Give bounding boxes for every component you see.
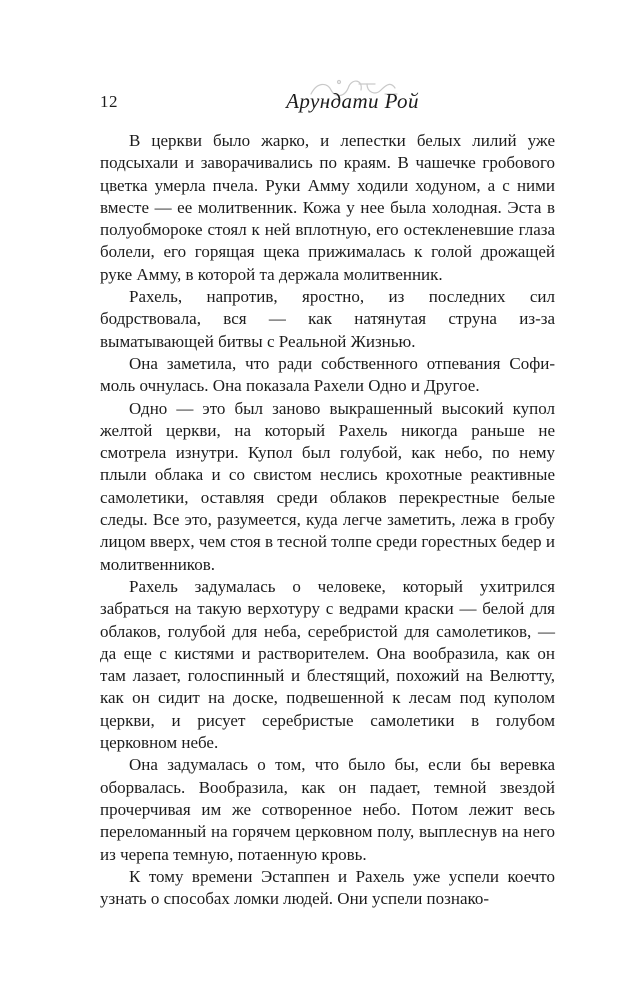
paragraph: Рахель задумалась о человеке, который ухитрился забраться на такую верхотуру с ведрами краски — белой для облаков, голубой для неба, серебристой для самолетиков, — да еще с кистями и растворителем. Она вообразила, как он там лазает, голоспинный и блестящий, похожий на Велютту, как он сидит на доске, подвешенной к лесам под куполом церкви, и рисует серебристые самолетики в голубом церковном небе. <box>100 576 555 753</box>
running-head-block <box>190 84 515 118</box>
paragraph: К тому времени Эстаппен и Рахель уже успели коечто узнать о способах ломки людей. Они успели познако- <box>100 866 555 909</box>
running-head: Арундати Рой <box>286 89 419 113</box>
paragraph: Одно — это был заново выкрашенный высокий купол желтой церкви, на который Рахель никогда раньше не смотрела изнутри. Купол был голубой, как небо, по нему плыли облака и со свистом неслись крохотные реактивные самолетики, оставляя среди облаков перекрестные белые следы. Все это, разумеется, куда легче заметить, лежа в гробу лицом вверх, чем стоя в тесной толпе среди горестных бедер и молитвенников. <box>100 398 555 574</box>
paragraph: В церкви было жарко, и лепестки белых лилий уже подсыхали и заворачивались по краям. В чашечке гробового цветка умерла пчела. Руки Амму ходили ходуном, а с ними вместе — ее молитвенник. Кожа у нее была холодная. Эста в полуобмороке стоял к ней вплотную, его остекленевшие глаза болели, его горящая щека прижималась к голой дрожащей руке Амму, в которой та держала молитвенник. <box>100 131 555 284</box>
paragraph: Она задумалась о том, что было бы, если бы веревка оборвалась. Вообразила, как он падает, темной звездой прочерчивая им же сотворенное небо. Потом лежит весь переломанный на горячем церковном полу, выплеснув на него из черепа темную, потаенную кровь. <box>100 755 555 864</box>
body-text <box>100 130 555 910</box>
paragraph: Рахель, напротив, яростно, из последних сил бодрствовала, вся — как натянутая струна из-за выматывающей битвы с Реальной Жизнью. <box>100 287 555 351</box>
page-number: 12 <box>100 92 118 111</box>
page-header <box>100 84 555 118</box>
paragraph: Она заметила, что ради собственного отпевания Софи-моль очнулась. Она показала Рахели Одно и Другое. <box>100 353 555 396</box>
